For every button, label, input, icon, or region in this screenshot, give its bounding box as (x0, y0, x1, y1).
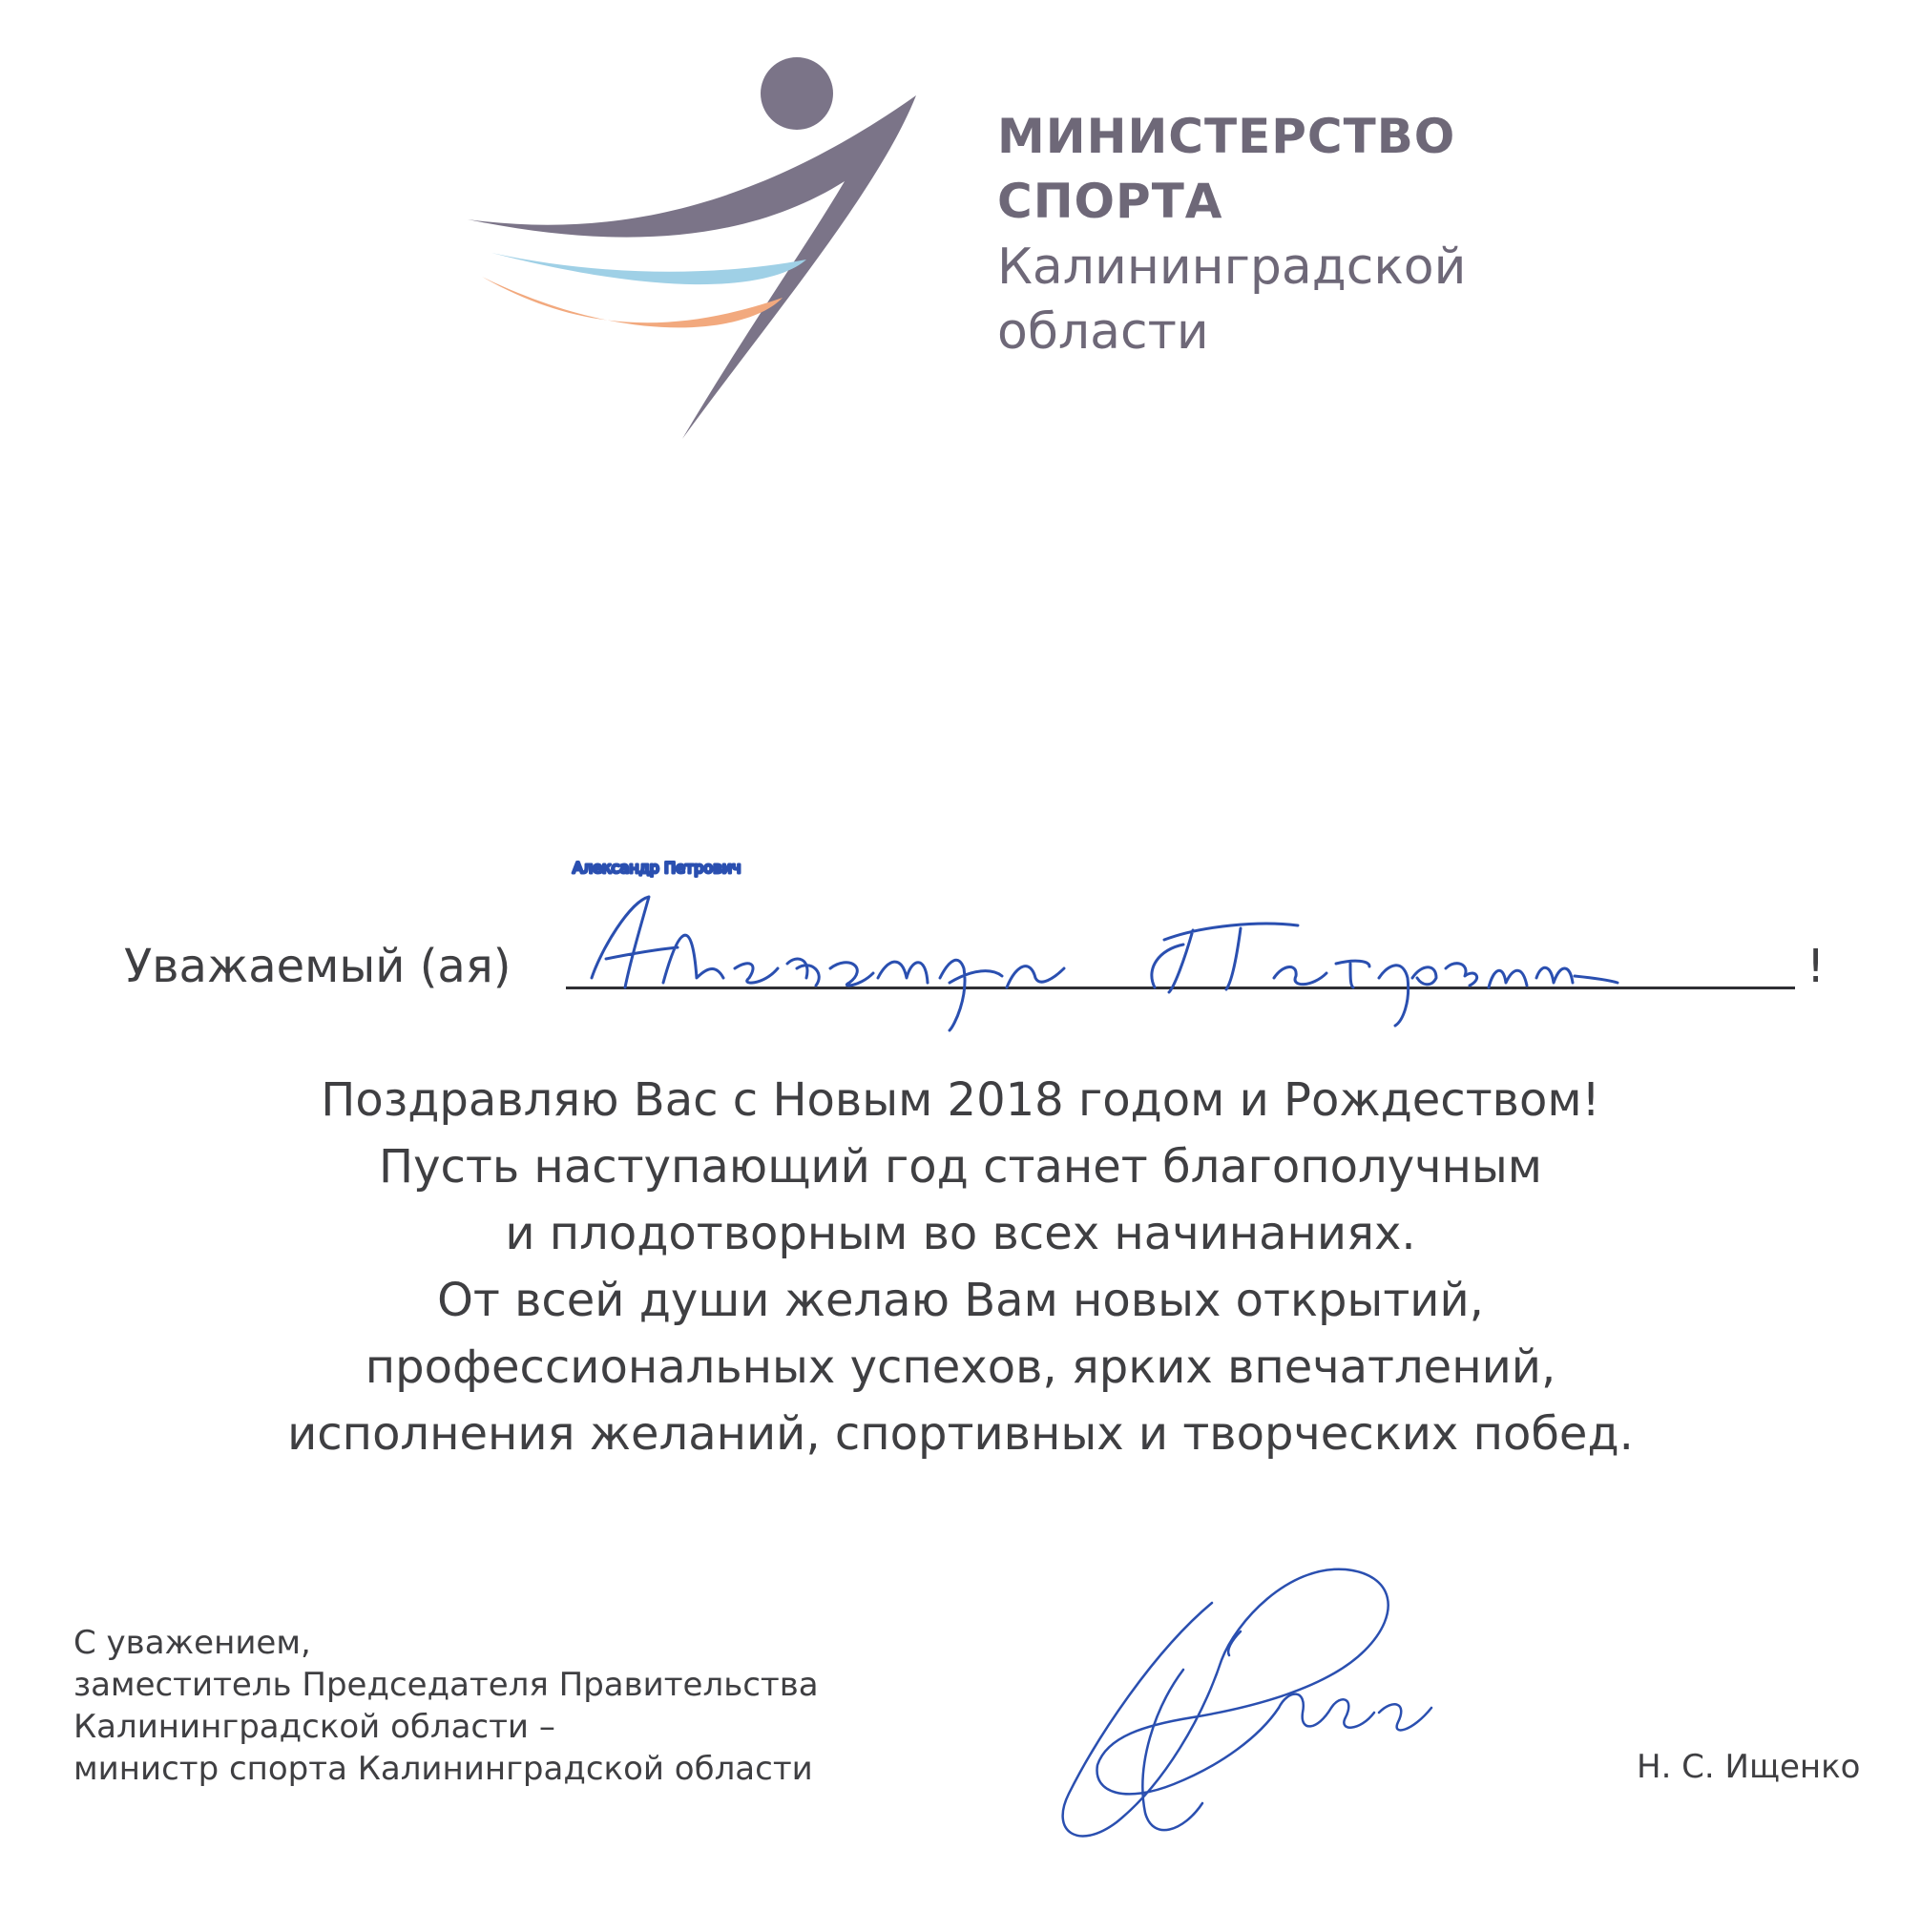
body-line: и плодотворным во всех начинаниях. (505, 1207, 1416, 1260)
handwritten-name-text: Александр Петрович (573, 859, 741, 877)
logo-line-sport: СПОРТА (997, 174, 1223, 229)
closing-block (73, 1622, 819, 1790)
closing-line: Калининградской области – (73, 1708, 555, 1746)
ministry-name (997, 109, 1467, 372)
closing-line: С уважением, (73, 1624, 311, 1662)
logo-gray-swoosh (468, 95, 916, 439)
logo-line-ministry: МИНИСТЕРСТВО (997, 109, 1456, 164)
greeting-body (0, 1067, 1921, 1467)
salutation-prefix: Уважаемый (ая) (124, 940, 512, 993)
ministry-logo-icon (468, 48, 935, 448)
logo-blue-stripe (491, 253, 806, 284)
logo-head (761, 57, 833, 130)
body-line: профессиональных успехов, ярких впечатлений, (365, 1340, 1556, 1394)
body-line: Поздравляю Вас с Новым 2018 годом и Рождеством! (321, 1073, 1600, 1127)
logo-line-oblast: области (997, 303, 1209, 361)
logo-orange-stripe (482, 277, 783, 327)
signer-name: Н. С. Ищенко (1637, 1748, 1861, 1786)
handwritten-name (573, 859, 1622, 1035)
handwritten-signature-icon (1040, 1546, 1489, 1860)
body-line: Пусть наступающий год станет благополучным (379, 1140, 1542, 1194)
salutation-exclamation: ! (1806, 940, 1826, 993)
closing-line: заместитель Председателя Правительства (73, 1666, 819, 1704)
body-line: От всей души желаю Вам новых открытий, (437, 1274, 1484, 1327)
body-line: исполнения желаний, спортивных и творческих побед. (287, 1407, 1634, 1461)
closing-line: министр спорта Калининградской области (73, 1750, 813, 1788)
logo-line-region: Калининградской (997, 239, 1467, 296)
